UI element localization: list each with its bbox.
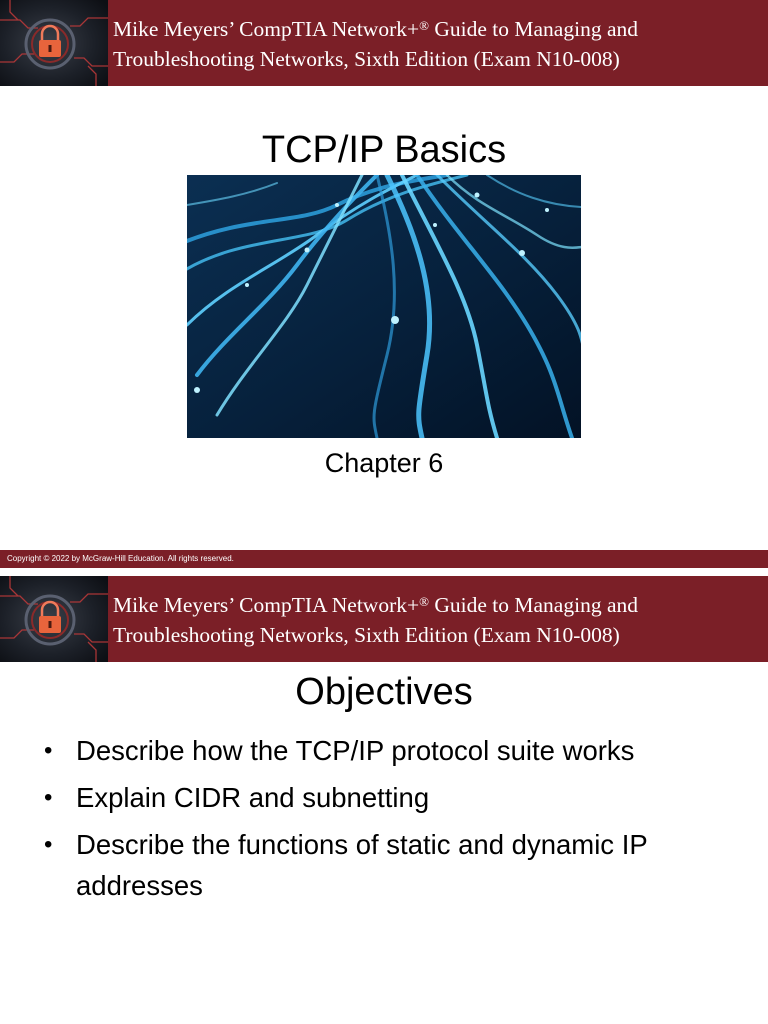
bullet-text: Explain CIDR and subnetting [76,782,430,813]
bullet-text: Describe the functions of static and dynamic IP addresses [76,829,648,901]
registered-mark: ® [419,18,429,33]
bullet-text: Describe how the TCP/IP protocol suite works [76,735,635,766]
slide-objectives [0,576,768,1024]
bullet-icon: • [44,784,53,811]
banner-line1: Mike Meyers’ CompTIA Network+ [113,593,420,617]
header-banner [0,576,768,662]
padlock-circuit-icon [0,576,108,662]
list-item [44,824,744,906]
banner-title [113,14,763,74]
padlock-circuit-icon [0,0,108,86]
list-item [44,777,744,818]
slide-title-text: TCP/IP Basics [261,129,507,171]
objectives-list [44,730,744,912]
banner-line2: Troubleshooting Networks, Sixth Edition (Exam N10-008) [113,47,620,71]
banner-line1: Mike Meyers’ CompTIA Network+ [113,17,420,41]
banner-title [113,590,763,650]
registered-mark: ® [419,594,429,609]
copyright-text: Copyright © 2022 by McGraw-Hill Education. All rights reserved. [7,554,234,563]
list-item [44,730,744,771]
fiber-optic-image [187,175,581,438]
header-banner [0,0,768,86]
slide-title-text: Objectives [295,671,473,713]
banner-line1-rest: Guide to Managing and [429,593,638,617]
banner-line2: Troubleshooting Networks, Sixth Edition (Exam N10-008) [113,623,620,647]
chapter-label: Chapter 6 [324,448,444,478]
bullet-icon: • [44,831,53,858]
footer-bar [0,550,768,568]
bullet-icon: • [44,737,53,764]
slide-divider [0,568,768,576]
banner-line1-rest: Guide to Managing and [429,17,638,41]
